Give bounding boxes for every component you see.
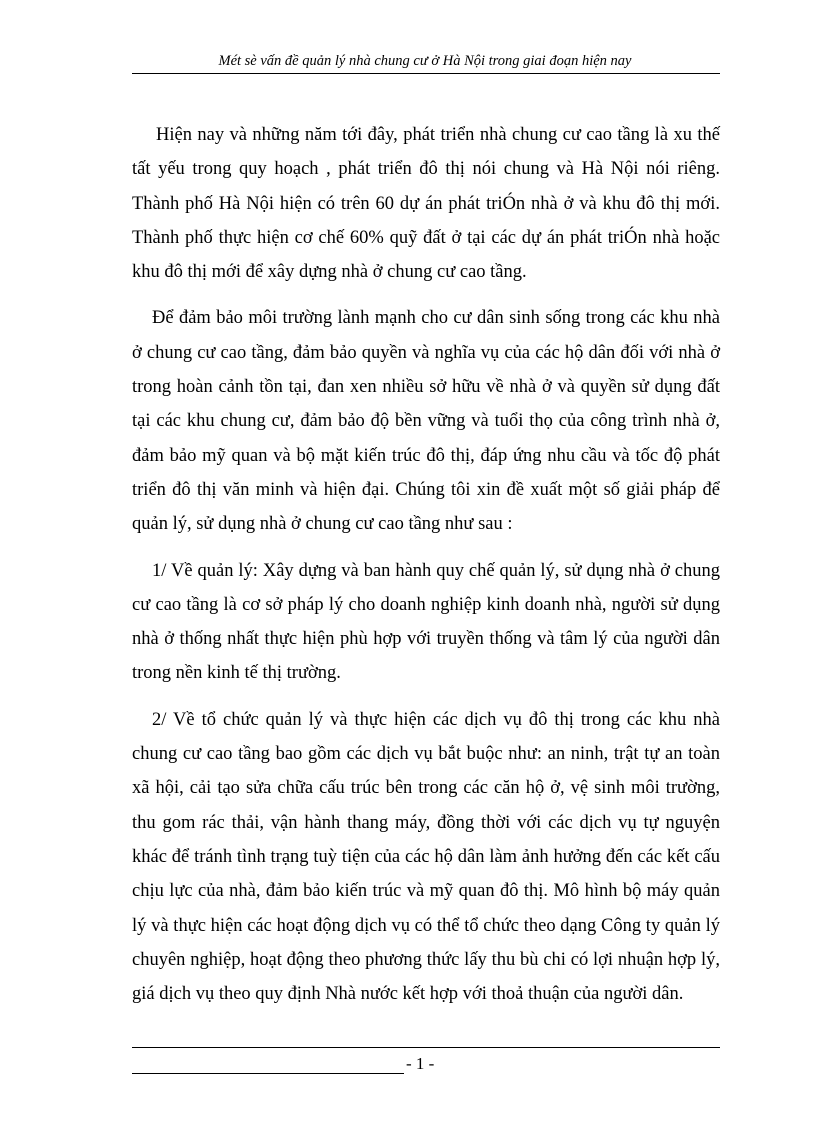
page-number: - 1 - <box>406 1054 435 1073</box>
running-header: Mét sè vấn đề quản lý nhà chung cư ở Hà Nội trong giai đoạn hiện nay <box>218 53 632 69</box>
paragraph-solution-2: 2/ Về tổ chức quản lý và thực hiện các dịch vụ đô thị trong các khu nhà chung cư cao tầng bao gồm các dịch vụ bắt buộc như: an ninh, trật tự an toàn xã hội, cải tạo sửa chữa cấu trúc bên trong các căn hộ ở, vệ sinh môi trường, thu gom rác thải, vận hành thang máy, đồng thời với các dịch vụ tự nguyện khác để tránh tình trạng tuỳ tiện của các hộ dân làm ảnh hưởng đến các kết cấu chịu lực của nhà, đảm bảo kiến trúc và mỹ quan đô thị. Mô hình bộ máy quản lý và thực hiện các hoạt động dịch vụ có thể tổ chức theo dạng Công ty quản lý chuyên nghiệp, hoạt động theo phương thức lấy thu bù chi có lợi nhuận hợp lý, giá dịch vụ theo quy định Nhà nước kết hợp với thoả thuận của người dân. <box>132 709 720 1005</box>
document-body <box>132 118 720 1023</box>
paragraph-intro: Hiện nay và những năm tới đây, phát triển nhà chung cư cao tầng là xu thế tất yếu trong quy hoạch , phát triển đô thị nói chung và Hà Nội nói riêng. Thành phố Hà Nội hiện có trên 60 dự án phát triÓn nhà ở và khu đô thị mới. Thành phố thực hiện cơ chế 60% quỹ đất ở tại các dự án phát triÓn nhà hoặc khu đô thị mới để xây dựng nhà ở chung cư cao tầng. <box>132 125 720 283</box>
header-divider <box>132 73 720 74</box>
paragraph-solution-1: 1/ Về quản lý: Xây dựng và ban hành quy chế quản lý, sử dụng nhà ở chung cư cao tầng là cơ sở pháp lý cho doanh nghiệp kinh doanh nhà, người sử dụng nhà ở thống nhất thực hiện phù hợp với truyền thống và tâm lý của người dân trong nền kinh tế thị trường. <box>132 560 720 684</box>
footer-divider <box>132 1047 720 1048</box>
footer-underline <box>132 1073 404 1074</box>
paragraph-objectives: Để đảm bảo môi trường lành mạnh cho cư dân sinh sống trong các khu nhà ở chung cư cao tầng, đảm bảo quyền và nghĩa vụ của các hộ dân đối với nhà ở trong hoàn cảnh tồn tại, đan xen nhiều sở hữu về nhà ở và quyền sử dụng đất tại các khu chung cư, đảm bảo độ bền vững và tuổi thọ của công trình nhà ở, đảm bảo mỹ quan và bộ mặt kiến trúc đô thị, đáp ứng nhu cầu và tốc độ phát triển đô thị văn minh và hiện đại. Chúng tôi xin đề xuất một số giải pháp để quản lý, sử dụng nhà ở chung cư cao tầng như sau : <box>132 308 720 535</box>
